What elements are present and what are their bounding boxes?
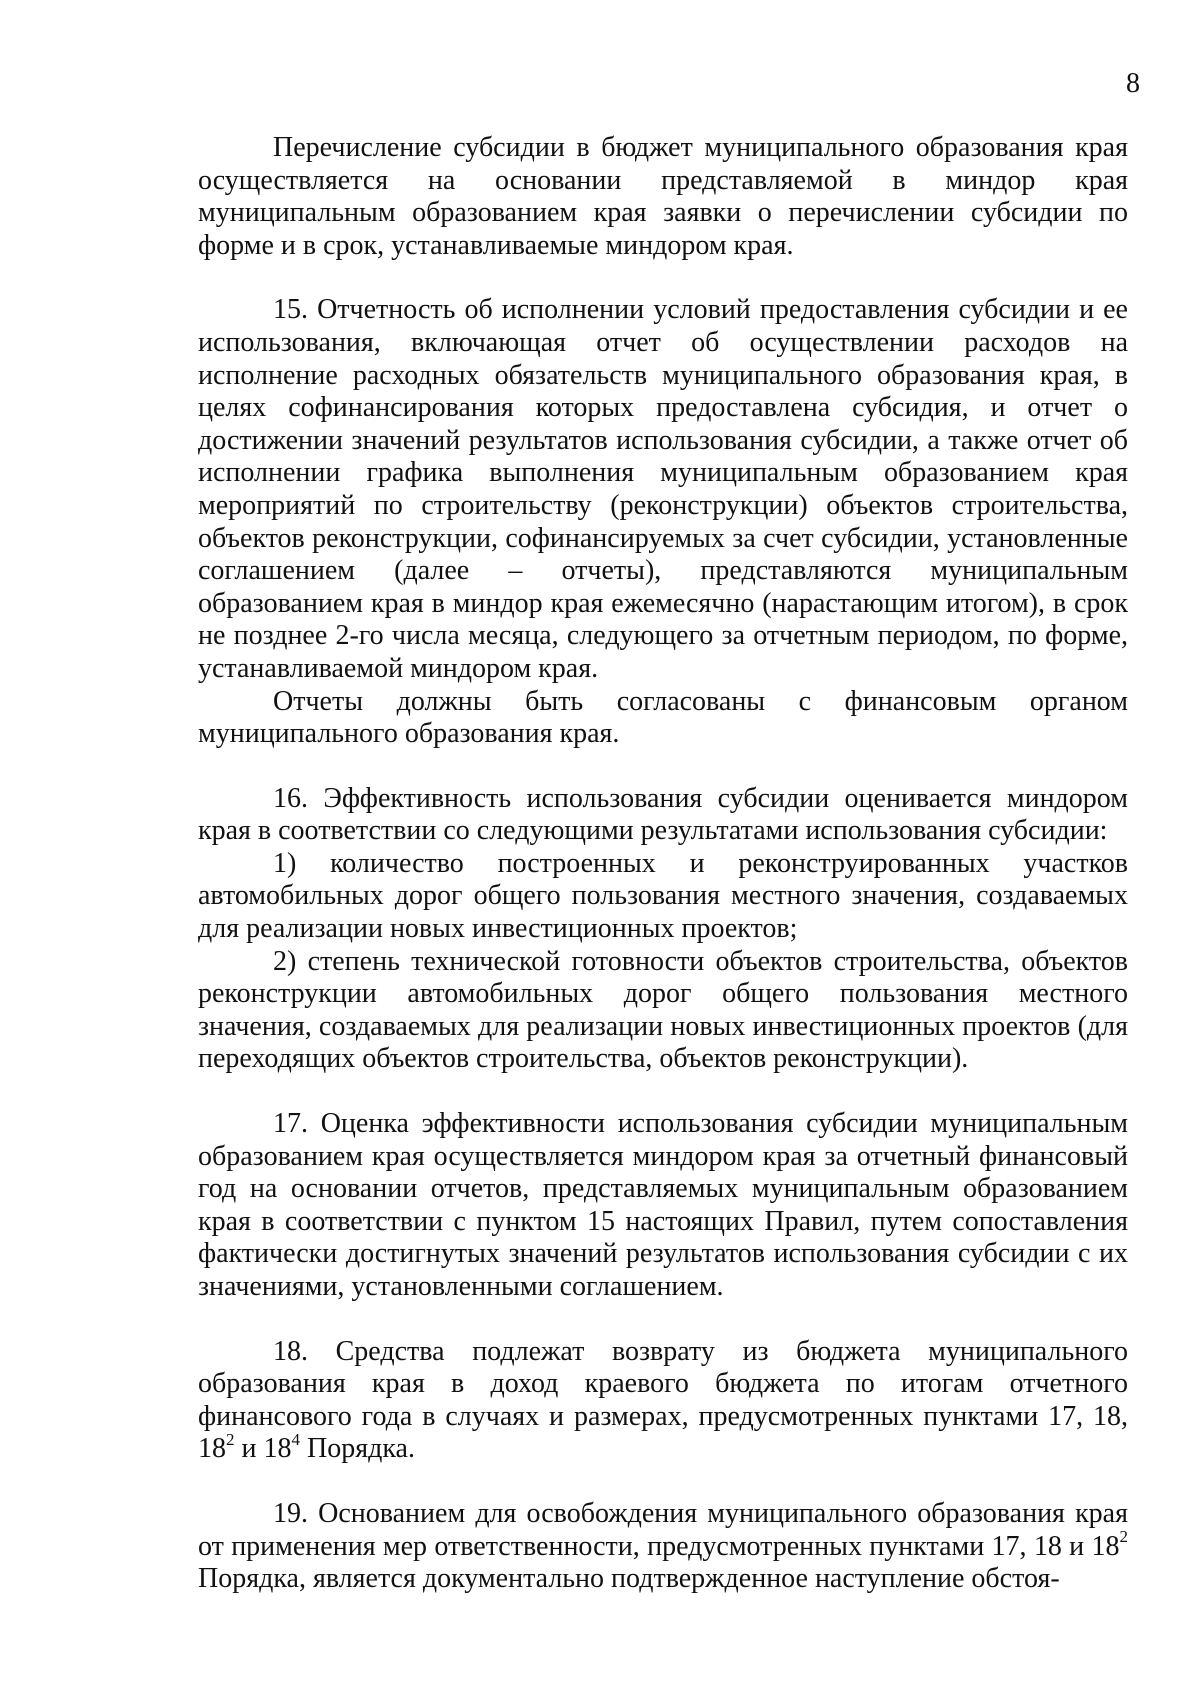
paragraph-18-refund: 18. Средства подлежат возврату из бюджета муниципального образования края в доход краевого бюджета по итогам отчетного финансового года в случаях и размерах, предусмотренных пунктами 17, 18, $18^2$ и $18^4$ Порядка. [198, 1335, 1128, 1465]
page-number: 8 [1126, 68, 1140, 99]
superscript: 2 [226, 1430, 235, 1450]
paragraph-17-evaluation: 17. Оценка эффективности использования субсидии муниципальным образованием края осуществляется миндором края за отчетный финансовый год на основании отчетов, представляемых муниципальным образованием края в соответствии с пунктом 15 настоящих Правил, путем сопоставления фактически достигнутых значений результатов использования субсидии с их значениями, установленными соглашением. [198, 1108, 1128, 1302]
paragraph-19-exemption: 19. Основанием для освобождения муниципального образования края от применения мер ответственности, предусмотренных пунктами 17, 18 и $18^2$ Порядка, является документально подтвержденное наступление обстоя- [198, 1497, 1128, 1595]
superscript: 4 [291, 1430, 300, 1450]
superscript: 2 [1119, 1527, 1128, 1547]
list-item-1-road-sections: 1) количество построенных и реконструированных участков автомобильных дорог общего пользования местного значения, создаваемых для реализации новых инвестиционных проектов; [198, 847, 1128, 945]
paragraph-reports-approval: Отчеты должны быть согласованы с финансовым органом муниципального образования края. [198, 685, 1128, 750]
paragraph-15-reporting: 15. Отчетность об исполнении условий предоставления субсидии и ее использования, включающая отчет об осуществлении расходов на исполнение расходных обязательств муниципального образования края, в целях софинансирования которых предоставлена субсидия, и отчет о достижении значений результатов использования субсидии, а также отчет об исполнении графика выполнения муниципальным образованием края мероприятий по строительству (реконструкции) объектов строительства, объектов реконструкции, софинансируемых за счет субсидии, установленные соглашением (далее – отчеты), представляются муниципальным образованием края в миндор края ежемесячно (нарастающим итогом), в срок не позднее 2-го числа месяца, следующего за отчетным периодом, по форме, устанавливаемой миндором края. [198, 294, 1128, 684]
list-item-2-technical-readiness: 2) степень технической готовности объектов строительства, объектов реконструкции автомобильных дорог общего пользования местного значения, создаваемых для реализации новых инвестиционных проектов (для переходящих объектов строительства, объектов реконструкции). [198, 945, 1128, 1075]
paragraph-16-efficiency: 16. Эффективность использования субсидии оценивается миндором края в соответствии со следующими результатами использования субсидии: [198, 782, 1128, 847]
document-body [198, 132, 1128, 1596]
paragraph-subsidy-transfer: Перечисление субсидии в бюджет муниципального образования края осуществляется на основании представляемой в миндор края муниципальным образованием края заявки о перечислении субсидии по форме и в срок, устанавливаемые миндором края. [198, 132, 1128, 261]
